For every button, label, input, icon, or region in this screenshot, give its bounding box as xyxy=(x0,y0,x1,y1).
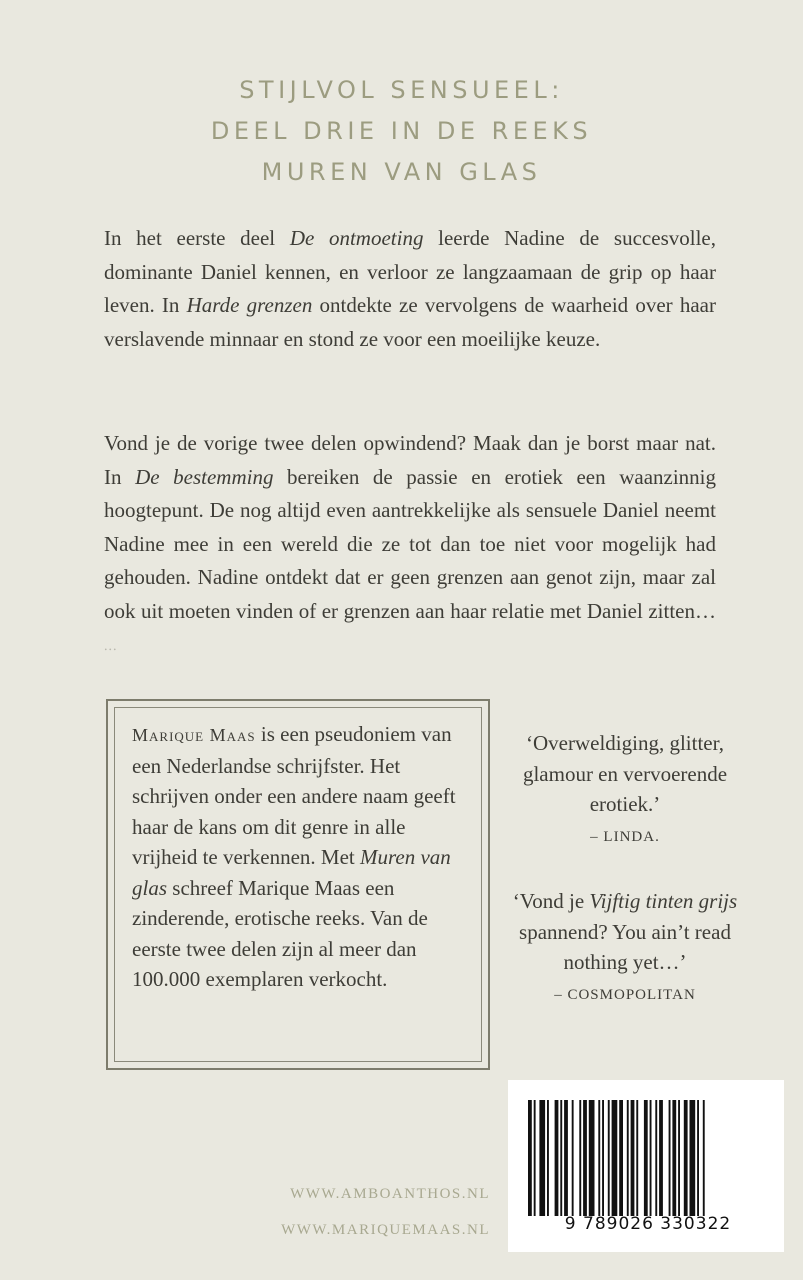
barcode-bar xyxy=(589,1100,595,1216)
quote-attribution: – LINDA. xyxy=(590,828,660,845)
barcode-number: 9 789026 330322 xyxy=(564,1214,732,1234)
barcode-bar xyxy=(659,1100,663,1216)
barcode-bar xyxy=(612,1100,618,1216)
blurb-1-text-b: leerde Nadine de succesvolle, dominante Daniel kennen, en verloor ze langzaamaan de grip op haar leven. In xyxy=(104,226,716,317)
blurb-2-text-b: bereiken de passie en erotiek een waanzinnig hoogtepunt. De nog altijd even aantrekkelijke als sensuele Daniel neemt Nadine mee in een wereld die ze tot dan toe niet voor mogelijk had gehouden. Nadine ontdekt dat er geen grenzen aan genot zijn, maar zal ook uit moeten vinden of er grenzen aan haar relatie met Daniel zitten… xyxy=(104,464,716,623)
barcode-bar xyxy=(572,1100,574,1216)
website-amboanthos[interactable]: WWW.AMBOANTHOS.NL xyxy=(290,1186,490,1202)
heading-line-2: DEEL DRIE IN DE REEKS xyxy=(210,117,593,145)
barcode-bar xyxy=(555,1100,559,1216)
barcode-bar xyxy=(534,1100,536,1216)
barcode-bars xyxy=(528,1100,768,1216)
barcode-bar xyxy=(547,1100,549,1216)
barcode-bar xyxy=(678,1100,680,1216)
quote-text xyxy=(505,886,745,978)
blurb-1-text-a: In het eerste deel xyxy=(104,226,290,250)
barcode-bar xyxy=(564,1100,568,1216)
barcode-bar xyxy=(690,1100,696,1216)
barcode-bar xyxy=(636,1100,638,1216)
blurb-paragraph-2 xyxy=(104,427,716,668)
website-mariquemaas[interactable]: WWW.MARIQUEMAAS.NL xyxy=(281,1222,490,1238)
barcode-bar xyxy=(627,1100,629,1216)
author-bio-text-a: is een pseudoniem van een Nederlandse schrijfster. Het schrijven onder een andere naam geeft haar de kans om dit genre in alle vrijheid te verkennen. Met xyxy=(132,722,456,869)
blurb-1-text-c: ontdekte ze vervolgens de waarheid over haar verslavende minnaar en stond ze voor een moeilijke keuze. xyxy=(104,293,716,351)
heading-line-1: STIJLVOL SENSUEEL: xyxy=(239,76,564,104)
quote-text-a: ‘Vond je xyxy=(512,889,590,913)
blurb-1-title-harde-grenzen: Harde grenzen xyxy=(186,293,313,317)
quote-title-vijftig-tinten-grijs: Vijftig tinten grijs xyxy=(589,889,738,913)
blurb-2-title-de-bestemming: De bestemming xyxy=(135,464,274,489)
barcode-bar xyxy=(619,1100,623,1216)
quote-attribution: – COSMOPOLITAN xyxy=(554,986,696,1003)
barcode-bar xyxy=(655,1100,657,1216)
barcode-bar xyxy=(560,1100,562,1216)
barcode-bar xyxy=(583,1100,587,1216)
blurb-1-title-de-ontmoeting: De ontmoeting xyxy=(289,226,424,250)
blurb-2-text-a: Vond je de vorige twee delen opwindend? Maak dan je borst maar nat. In xyxy=(104,431,716,489)
isbn-barcode xyxy=(508,1080,784,1252)
cover-heading xyxy=(0,70,803,193)
barcode-bar xyxy=(528,1100,532,1216)
barcode-bar xyxy=(602,1100,604,1216)
barcode-bar xyxy=(598,1100,600,1216)
author-name: Marique Maas xyxy=(132,725,256,745)
author-bio xyxy=(132,719,464,995)
barcode-bar xyxy=(697,1100,699,1216)
barcode-bar xyxy=(669,1100,671,1216)
barcode-bar xyxy=(644,1100,648,1216)
quote-text: ‘Overweldiging, glitter, glamour en vervoerende erotiek.’ xyxy=(522,731,728,816)
barcode-bar xyxy=(579,1100,581,1216)
blurb-paragraph-1 xyxy=(104,222,716,356)
barcode-bar xyxy=(703,1100,705,1216)
quote-text-b: spannend? You ain’t read nothing yet…’ xyxy=(519,919,731,974)
barcode-bar xyxy=(631,1100,635,1216)
author-bio-text-b: schreef Marique Maas een zinderende, erotische reeks. Van de eerste twee delen zijn al meer dan 100.000 exemplaren verkocht. xyxy=(132,875,428,991)
barcode-bar xyxy=(608,1100,610,1216)
barcode-bar xyxy=(650,1100,652,1216)
barcode-bar xyxy=(539,1100,545,1216)
heading-line-3: MUREN VAN GLAS xyxy=(261,158,542,186)
barcode-bar xyxy=(684,1100,688,1216)
author-bio-series-title: Muren van glas xyxy=(132,845,451,900)
decorative-dots: ∙∙∙ xyxy=(104,643,118,658)
press-quote-cosmopolitan xyxy=(505,886,745,1010)
press-quote-linda xyxy=(505,728,745,852)
barcode-bar xyxy=(672,1100,676,1216)
